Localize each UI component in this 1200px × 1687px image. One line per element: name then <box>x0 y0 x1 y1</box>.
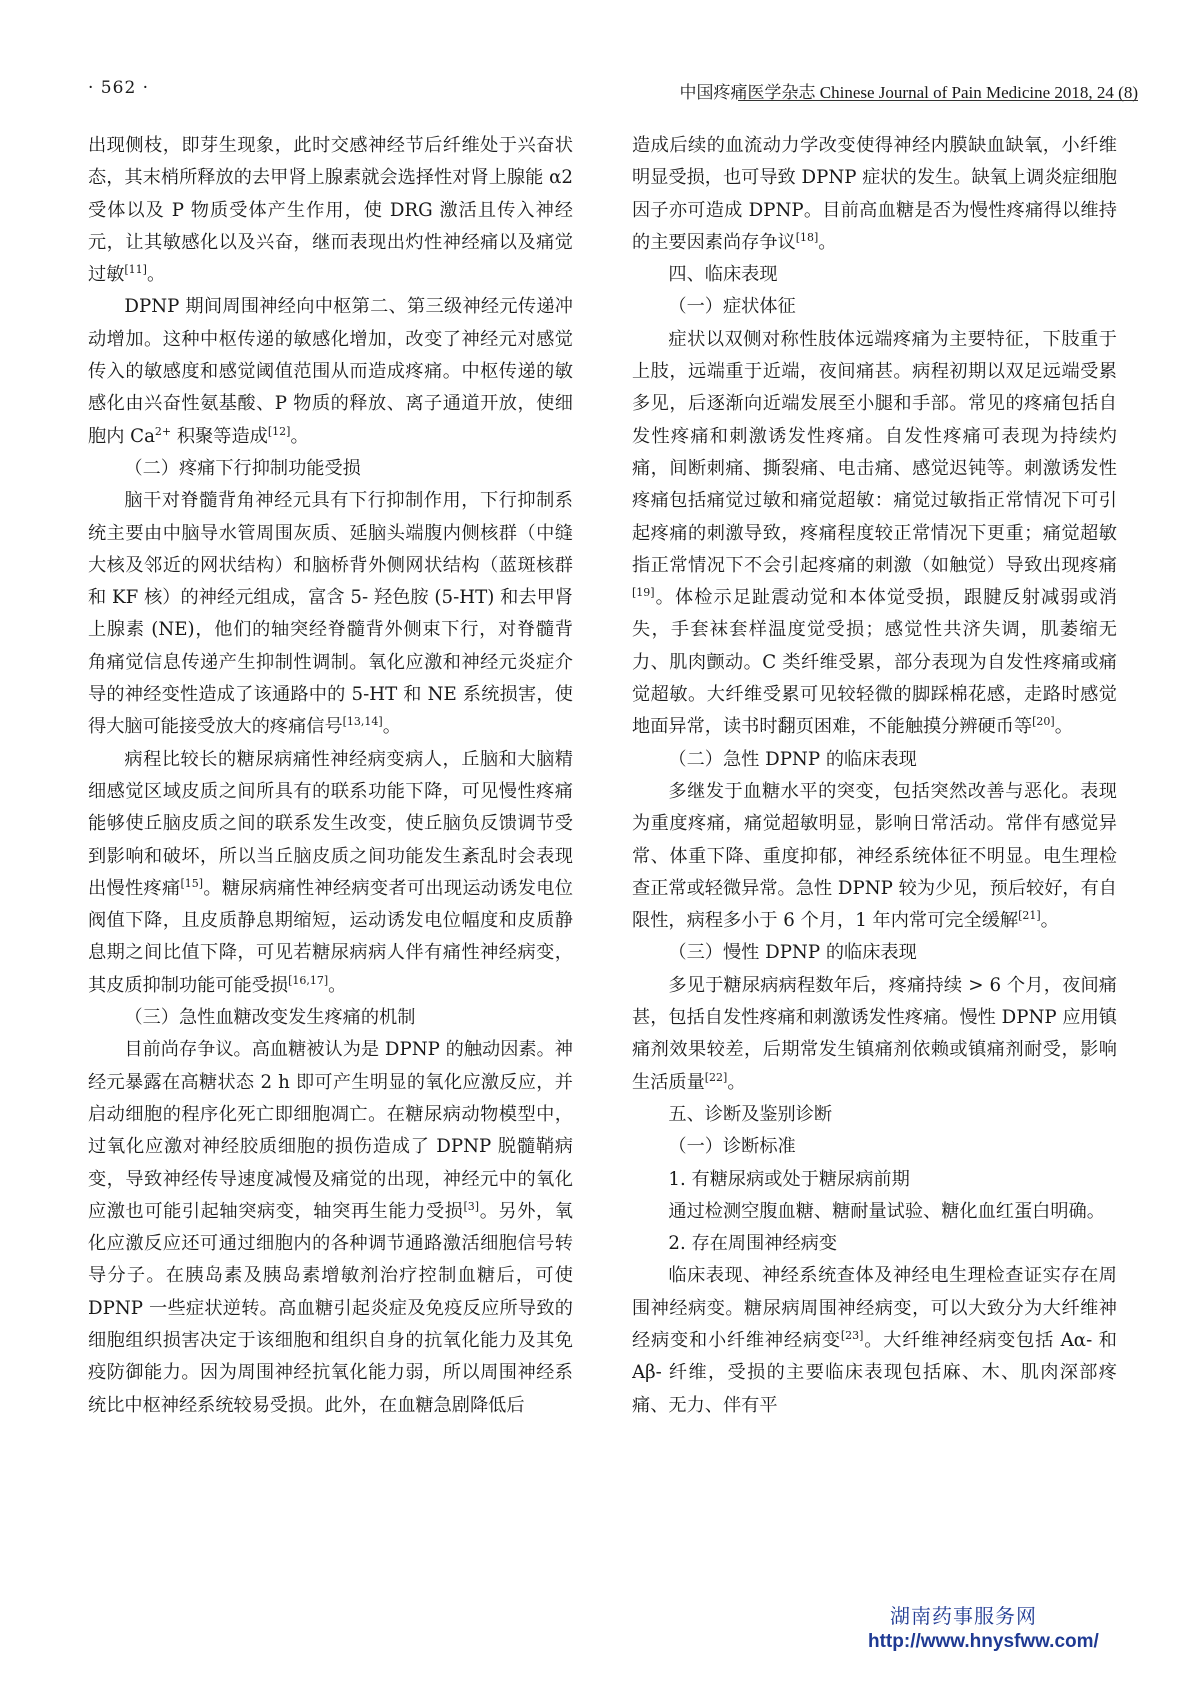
paragraph: 脑干对脊髓背角神经元具有下行抑制作用，下行抑制系统主要由中脑导水管周围灰质、延脑头端腹内侧核群（中缝大核及邻近的网状结构）和脑桥背外侧网状结构（蓝斑核群和 KF 核）的神经元组成，富含 5- 羟色胺 (5-HT) 和去甲肾上腺素 (NE)，他们的轴突经脊髓背外侧束下行，对脊髓背角痛觉信息传递产生抑制性调制。氧化应激和神经元炎症介导的神经变性造成了该通路中的 5-HT 和 NE 系统损害，使得大脑可能接受放大的疼痛信号[13,14]。 <box>88 490 573 738</box>
citation[interactable]: [3] <box>463 1199 480 1213</box>
paragraph: 目前尚存争议。高血糖被认为是 DPNP 的触动因素。神经元暴露在高糖状态 2 h 即可产生明显的氧化应激反应，并启动细胞的程序化死亡即细胞凋亡。在糖尿病动物模型中，过氧化应激对神经胶质细胞的损伤造成了 DPNP 脱髓鞘病变，导致神经传导速度减慢及痛觉的出现，神经元中的氧化应激也可能引起轴突病变，轴突再生能力受损[3]。另外，氧化应激反应还可通过细胞内的各种调节通路激活细胞信号转导分子。在胰岛素及胰岛素增敏剂治疗控制血糖后，可使 DPNP 一些症状逆转。高血糖引起炎症及免疫反应所导致的细胞组织损害决定于该细胞和组织自身的抗氧化能力及其免疫防御能力。因为周围神经抗氧化能力弱，所以周围神经系统比中枢神经系统较易受损。此外，在血糖急剧降低后 <box>88 1039 573 1416</box>
citation[interactable]: [22] <box>704 1070 728 1084</box>
citation[interactable]: [11] <box>124 263 147 277</box>
paragraph: 通过检测空腹血糖、糖耐量试验、糖化血红蛋白明确。 <box>668 1200 1105 1222</box>
paragraph: 多继发于血糖水平的突变，包括突然改善与恶化。表现为重度疼痛，痛觉超敏明显，影响日常活动。常伴有感觉异常、体重下降、重度抑郁，神经系统体征不明显。电生理检查正常或轻微异常。急性 DPNP 较为少见，预后较好，有自限性，病程多小于 6 个月，1 年内常可完全缓解[21]。 <box>632 780 1117 932</box>
page-header <box>88 72 1138 102</box>
subsection-heading: （一）诊断标准 <box>668 1136 796 1158</box>
citation[interactable]: [18] <box>795 230 819 244</box>
page-number: · 562 · <box>88 78 150 98</box>
section-heading: 五、诊断及鉴别诊断 <box>668 1103 833 1125</box>
section-heading: 四、临床表现 <box>668 264 778 286</box>
paragraph: 临床表现、神经系统查体及神经电生理检查证实存在周围神经病变。糖尿病周围神经病变，可以大致分为大纤维神经病变和小纤维神经病变[23]。大纤维神经病变包括 Aα- 和 Aβ- 纤维，受损的主要临床表现包括麻、木、肌肉深部疼痛、无力、伴有平 <box>632 1265 1117 1416</box>
superscript: 2+ <box>154 424 172 438</box>
journal-title: 中国疼痛医学杂志 Chinese Journal of Pain Medicine 2018, 24 (8) <box>679 83 1138 102</box>
paragraph: DPNP 期间周围神经向中枢第二、第三级神经元传递冲动增加。这种中枢传递的敏感化增加，改变了神经元对感觉传入的敏感度和感觉阈值范围从而造成疼痛。中枢传递的敏感化由兴奋性氨基酸、P 物质的释放、离子通道开放，使细胞内 $Ca^{2+}$ 积聚等造成[12]。 <box>88 296 573 447</box>
paragraph: 出现侧枝，即芽生现象，此时交感神经节后纤维处于兴奋状态，其末梢所释放的去甲肾上腺素就会选择性对肾上腺能 α2 受体以及 P 物质受体产生作用，使 DRG 激活且传入神经元，让其敏感化以及兴奋，继而表现出灼性神经痛以及痛觉过敏[11]。 <box>88 135 573 286</box>
watermark-url-link[interactable]: http://www.hnysfww.com/ <box>868 1631 1099 1652</box>
watermark <box>868 1600 1168 1653</box>
paragraph: 多见于糖尿病病程数年后，疼痛持续 > 6 个月，夜间痛甚，包括自发性疼痛和刺激诱发性疼痛。慢性 DPNP 应用镇痛剂效果较差，后期常发生镇痛剂依赖或镇痛剂耐受，影响生活质量[22]。 <box>632 974 1117 1093</box>
citation[interactable]: [16,17] <box>288 973 329 987</box>
left-column <box>88 130 573 1640</box>
header-rule <box>738 100 1138 101</box>
citation[interactable]: [20] <box>1032 715 1055 729</box>
citation[interactable]: [19] <box>632 586 655 600</box>
subsection-heading: （三）慢性 DPNP 的临床表现 <box>668 942 917 964</box>
citation[interactable]: [13,14] <box>342 715 383 729</box>
citation[interactable]: [21] <box>1018 909 1041 923</box>
citation[interactable]: [15] <box>180 876 204 890</box>
citation[interactable]: [23] <box>840 1328 864 1342</box>
paragraph: 病程比较长的糖尿病痛性神经病变病人，丘脑和大脑精细感觉区域皮质之间所具有的联系功能下降，可见慢性疼痛能够使丘脑皮质之间的联系发生改变，使丘脑负反馈调节受到影响和破坏，所以当丘脑皮质之间功能发生紊乱时会表现出慢性疼痛[15]。糖尿病痛性神经病变者可出现运动诱发电位阀值下降，且皮质静息期缩短，运动诱发电位幅度和皮质静息期之间比值下降，可见若糖尿病病人伴有痛性神经病变，其皮质抑制功能可能受损[16,17]。 <box>88 748 573 996</box>
watermark-site-name: 湖南药事服务网 <box>890 1606 1037 1628</box>
paragraph: 造成后续的血流动力学改变使得神经内膜缺血缺氧，小纤维明显受损，也可导致 DPNP 症状的发生。缺氧上调炎症细胞因子亦可造成 DPNP。目前高血糖是否为慢性疼痛得以维持的主要因素尚存争议[18]。 <box>632 135 1117 253</box>
citation[interactable]: [12] <box>267 424 291 438</box>
section-heading: （三）急性血糖改变发生疼痛的机制 <box>124 1007 416 1029</box>
right-column <box>632 130 1117 1640</box>
numbered-heading: 2. 存在周围神经病变 <box>668 1233 838 1255</box>
subsection-heading: （一）症状体征 <box>668 296 796 318</box>
paragraph: 症状以双侧对称性肢体远端疼痛为主要特征，下肢重于上肢，远端重于近端，夜间痛甚。病程初期以双足远端受累多见，后逐渐向近端发展至小腿和手部。常见的疼痛包括自发性疼痛和刺激诱发性疼痛。自发性疼痛可表现为持续灼痛，间断刺痛、撕裂痛、电击痛、感觉迟钝等。刺激诱发性疼痛包括痛觉过敏和痛觉超敏：痛觉过敏指正常情况下可引起疼痛的刺激导致，疼痛程度较正常情况下更重；痛觉超敏指正常情况下不会引起疼痛的刺激（如触觉）导致出现疼痛[19]。体检示足趾震动觉和本体觉受损，跟腱反射减弱或消失，手套袜套样温度觉受损；感觉性共济失调，肌萎缩无力、肌肉颤动。C 类纤维受累，部分表现为自发性疼痛或痛觉超敏。大纤维受累可见较轻微的脚踩棉花感，走路时感觉地面异常，读书时翻页困难，不能触摸分辨硬币等[20]。 <box>632 328 1117 738</box>
subsection-heading: （二）急性 DPNP 的临床表现 <box>668 748 917 770</box>
section-heading: （二）疼痛下行抑制功能受损 <box>124 457 361 479</box>
numbered-heading: 1. 有糖尿病或处于糖尿病前期 <box>668 1168 910 1190</box>
